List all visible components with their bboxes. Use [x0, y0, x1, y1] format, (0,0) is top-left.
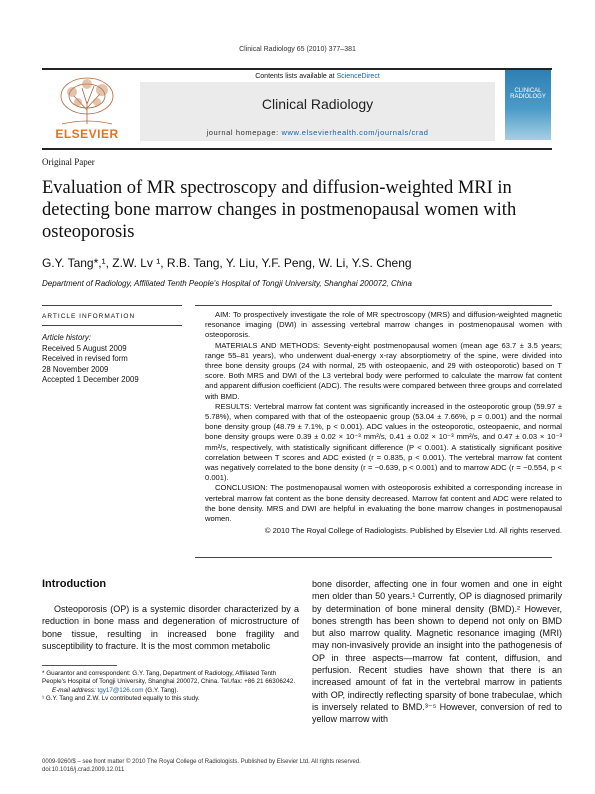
abstract-aim: AIM: To prospectively investigate the role of MR spectroscopy (MRS) and diffusion-weighted magnetic resonance imaging (DWI) in assessing vertebral marrow changes in postmenopausal women with osteoporosis.	[205, 310, 562, 340]
homepage-link[interactable]: www.elsevierhealth.com/journals/crad	[281, 128, 429, 137]
history-label: Article history:	[42, 333, 91, 342]
footnote-email	[42, 687, 299, 695]
cover-title: CLINICAL RADIOLOGY	[510, 88, 546, 100]
article-info-heading: ARTICLE INFORMATION	[42, 313, 136, 320]
article-info-rule-top	[42, 305, 182, 306]
journal-citation: Clinical Radiology 65 (2010) 377–381	[239, 46, 356, 53]
affiliation: Department of Radiology, Affiliated Tenth People's Hospital of Tongji University, Shanghai 200072, China	[42, 279, 412, 288]
body-column-right	[312, 578, 562, 726]
abstract-rule-top	[195, 305, 552, 306]
abstract-results: RESULTS: Vertebral marrow fat content was significantly increased in the osteoporotic group (59.97 ± 5.78%), when compared with that of the osteopaenic group (53.04 ± 7.66%, p = 0.001) and the normal bone density group (48.79 ± 7.1%, p < 0.001). ADC values in the osteoporotic, osteopaenic, and normal bone density groups were 0.39 ± 0.02 × 10⁻³ mm²/s, 0.41 ± 0.02 × 10⁻³ mm²/s, and 0.47 ± 0.03 × 10⁻³ mm²/s, respectively, with statistically significant difference (P < 0.001). A statistically significant positive correlation between T scores and ADC existed (r = 0.835, p < 0.001). The vertebral marrow fat content was negatively correlated to the bone density (r = −0.639, p < 0.001) and to marrow ADC (r = −0.554, p < 0.001).	[205, 401, 562, 483]
contents-line	[140, 73, 495, 80]
body-column-left	[42, 603, 299, 652]
article-history	[42, 333, 139, 386]
revised-label: Received in revised form	[42, 354, 128, 363]
article-title: Evaluation of MR spectroscopy and diffusion-weighted MRI in detecting bone marrow changes in postmenopausal women with osteoporosis	[42, 178, 517, 242]
intro-paragraph-right: bone disorder, affecting one in four women and one in eight men older than 50 years.¹ Currently, OP is diagnosed primarily by determination of bone mineral density (BMD).² However, bones strength has been shown to depend not only on BMD but also marrow quality. Magnetic resonance imaging (MRI) may non-invasively provide an insight into the pathogenesis of OP in three aspects—marrow fat content, diffusion, and perfusion. Recent studies have shown that there is an increased amount of fat in the vertebral marrow in patients with OP, indirectly reflecting sparsity of bone trabeculae, which is inversely related to BMD.³⁻⁵ However, conversion of red to yellow marrow with	[312, 579, 562, 725]
revised-date: 28 November 2009	[42, 364, 109, 374]
received-date: Received 5 August 2009	[42, 343, 127, 353]
footnote-corresponding: * Guarantor and correspondent: G.Y. Tang, Department of Radiology, Affiliated Tenth People's Hospital of Tongji University, Shanghai 200072, China. Tel./fax: +86 21 66306242.	[42, 670, 296, 686]
abstract	[205, 310, 562, 536]
footnotes	[42, 670, 299, 703]
email-label: E-mail address:	[52, 686, 96, 694]
journal-name: Clinical Radiology	[261, 96, 374, 112]
homepage-prefix: journal homepage:	[206, 128, 279, 137]
introduction-heading: Introduction	[42, 578, 107, 590]
abstract-conclusion: CONCLUSION: The postmenopausal women with osteoporosis exhibited a corresponding increase in vertebral marrow fat content as the bone density decreased. Marrow fat content and ADC were related to the bone density. MRS and DWI are helpful in evaluating the bone marrow changes in postmenopausal women.	[205, 483, 562, 524]
abstract-methods: MATERIALS AND METHODS: Seventy-eight postmenopausal women (mean age 63.7 ± 3.5 years; range 55–81 years), who underwent dual-energy x-ray absorptiometry of the spine, were divided into three bone density groups (24 with normal, 25 with osteopaenic, and 29 with osteoporotic) based on T score. Both MRS and DWI of the L3 vertebral body were performed to calculate the marrow fat content and apparent diffusion coefficient (ADC). The results were compared between three groups and correlated with BMD.	[205, 340, 562, 401]
footnote-equal-contribution: ¹ G.Y. Tang and Z.W. Lv contributed equally to this study.	[42, 694, 200, 702]
issn-line: 0009-9260/$ – see front matter © 2010 The Royal College of Radiologists. Published by Elsevier Ltd. All rights reserved.	[42, 759, 361, 765]
doi-line: doi:10.1016/j.crad.2009.12.011	[42, 767, 125, 773]
intro-paragraph-left: Osteoporosis (OP) is a systemic disorder characterized by a reduction in bone mass and degeneration of microstructure of bone tissue, resulting in increased bone fragility and susceptibility to fracture. It is the most common metabolic	[42, 604, 299, 651]
accepted-date: Accepted 1 December 2009	[42, 375, 139, 384]
page-footer	[42, 758, 361, 774]
author-list: G.Y. Tang*,¹, Z.W. Lv ¹, R.B. Tang, Y. Liu, Y.F. Peng, W. Li, Y.S. Cheng	[42, 256, 412, 270]
footnote-rule	[42, 665, 117, 666]
header-rule-top	[42, 68, 552, 70]
header-rule-bottom	[42, 148, 552, 150]
email-suffix: (G.Y. Tang).	[145, 686, 179, 694]
section-type: Original Paper	[42, 157, 95, 167]
email-link[interactable]: tgy17@126.com	[97, 686, 144, 694]
contents-prefix: Contents lists available at	[255, 73, 335, 80]
journal-homepage	[140, 128, 495, 137]
sciencedirect-link[interactable]: ScienceDirect	[336, 73, 380, 80]
journal-cover-image	[505, 70, 551, 140]
article-info-rule-mid	[42, 325, 182, 326]
publisher-name: ELSEVIER	[55, 127, 119, 141]
abstract-rule-bottom	[195, 557, 552, 558]
abstract-copyright: © 2010 The Royal College of Radiologists. Published by Elsevier Ltd. All rights reserved.	[264, 526, 562, 536]
